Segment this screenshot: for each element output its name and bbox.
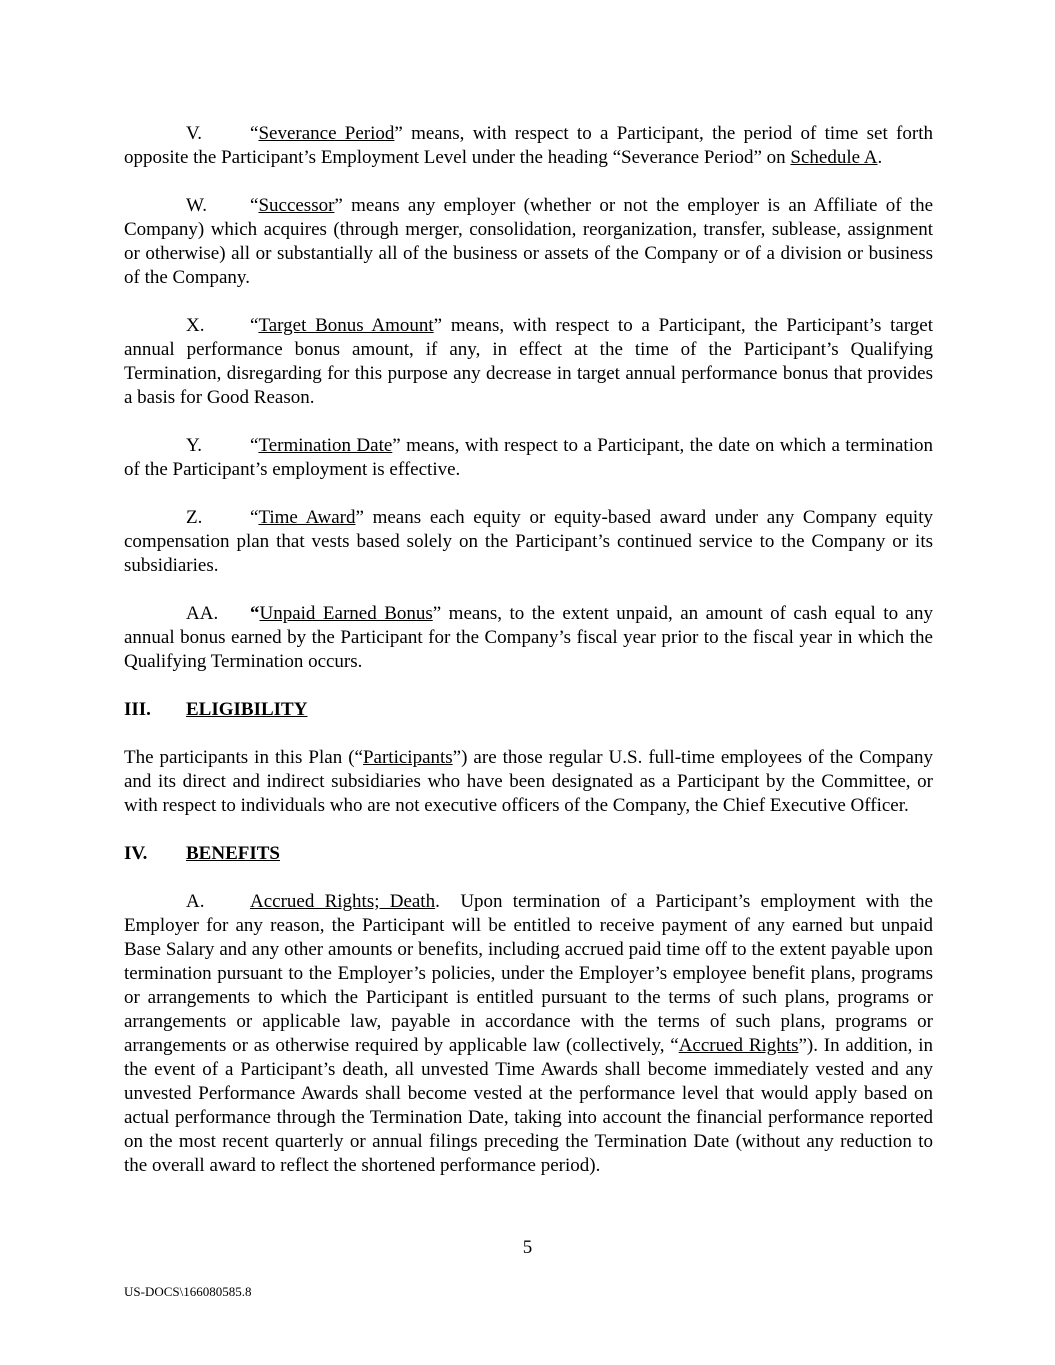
page-number: 5 (522, 1237, 533, 1258)
text-run: The participants in this Plan (“ (124, 747, 363, 768)
definition-paragraph (124, 122, 933, 170)
definition-paragraph (124, 506, 933, 578)
text-run: “ (250, 315, 259, 336)
list-label: V. (186, 123, 203, 144)
defined-term: Severance Period (258, 123, 395, 144)
defined-term: Successor (258, 195, 335, 216)
text-run: ”) are those regular U.S. full-time employees of the Company and its direct and indirect subsidiaries who have been designated as a Participant by the Committee, or with respect to individuals who are not executive officers of the Company, the Chief Executive Officer. (124, 747, 933, 816)
text-run: ” means, with respect to a Participant, the Participant’s target annual performance bonus amount, if any, in effect at the time of the Participant’s Qualifying Termination, disregarding for this purpose any decrease in target annual performance bonus that provides a basis for Good Reason. (124, 315, 933, 408)
text-run: . (877, 147, 883, 168)
list-label: X. (186, 315, 205, 336)
definition-paragraph (124, 194, 933, 290)
text-run: ” means any employer (whether or not the employer is an Affiliate of the Company) which acquires (through merger, consolidation, reorganization, transfer, sublease, assignment or otherwise) all or substantially all of the business or assets of the Company or of a division or business of the Company. (124, 195, 933, 288)
section-number: IV. (124, 843, 148, 864)
section-title: BENEFITS (186, 843, 280, 864)
text-run: “ (250, 507, 259, 528)
defined-term: Accrued Rights; Death (250, 891, 436, 912)
body-paragraph (124, 746, 933, 818)
list-label: A. (186, 891, 205, 912)
text-run: . Upon termination of a Participant’s employment with the Employer for any reason, the Participant will be entitled to receive payment of any earned but unpaid Base Salary and any other amounts or benefits, including accrued paid time off to the extent payable upon termination pursuant to the Employer’s policies, under the Employer’s employee benefit plans, programs or arrangements to which the Participant is entitled pursuant to the terms of such plans, programs or arrangements or applicable law, payable in accordance with the terms of such plans, programs or arrangements or as otherwise required by applicable law (collectively, “ (124, 891, 933, 1056)
text-run: “ (250, 195, 259, 216)
text-run: “ (250, 435, 259, 456)
section-heading (124, 698, 933, 722)
definition-paragraph (124, 602, 933, 674)
text-run: ”). In addition, in the event of a Participant’s death, all unvested Time Awards shall become immediately vested and any unvested Performance Awards shall become vested at the performance level that would apply based on actual performance through the Termination Date, taking into account the financial performance reported on the most recent quarterly or annual filings preceding the Termination Date (without any reduction to the overall award to reflect the shortened performance period). (124, 1035, 933, 1176)
text-run: ” means each equity or equity-based award under any Company equity compensation plan that vests based solely on the Participant’s continued service to the Company or its subsidiaries. (124, 507, 933, 576)
defined-term: Participants (362, 747, 453, 768)
definition-paragraph (124, 434, 933, 482)
list-label: Z. (186, 507, 203, 528)
definition-paragraph (124, 890, 933, 1178)
section-title: ELIGIBILITY (186, 699, 308, 720)
defined-term: Time Award (258, 507, 356, 528)
text-run: ” means, with respect to a Participant, the period of time set forth opposite the Participant’s Employment Level under the heading “Severance Period” on (124, 123, 933, 168)
text-run: ” means, to the extent unpaid, an amount of cash equal to any annual bonus earned by the Participant for the Company’s fiscal year prior to the fiscal year in which the Qualifying Termination occurs. (124, 603, 933, 672)
section-number: III. (124, 699, 151, 720)
defined-term: Termination Date (258, 435, 393, 456)
text-run: “ (250, 603, 260, 624)
footer-doc-id: US-DOCS\166080585.8 (124, 1284, 252, 1299)
text-run: ” means, with respect to a Participant, the date on which a termination of the Participant’s employment is effective. (124, 435, 933, 480)
definition-paragraph (124, 314, 933, 410)
text-run: “ (250, 123, 259, 144)
defined-term: Accrued Rights (678, 1035, 799, 1056)
defined-term: Schedule A (790, 147, 878, 168)
list-label: W. (186, 195, 207, 216)
document-body (124, 122, 933, 1202)
defined-term: Target Bonus Amount (258, 315, 434, 336)
list-label: AA. (186, 603, 219, 624)
section-heading (124, 842, 933, 866)
list-label: Y. (186, 435, 203, 456)
defined-term: Unpaid Earned Bonus (259, 603, 433, 624)
